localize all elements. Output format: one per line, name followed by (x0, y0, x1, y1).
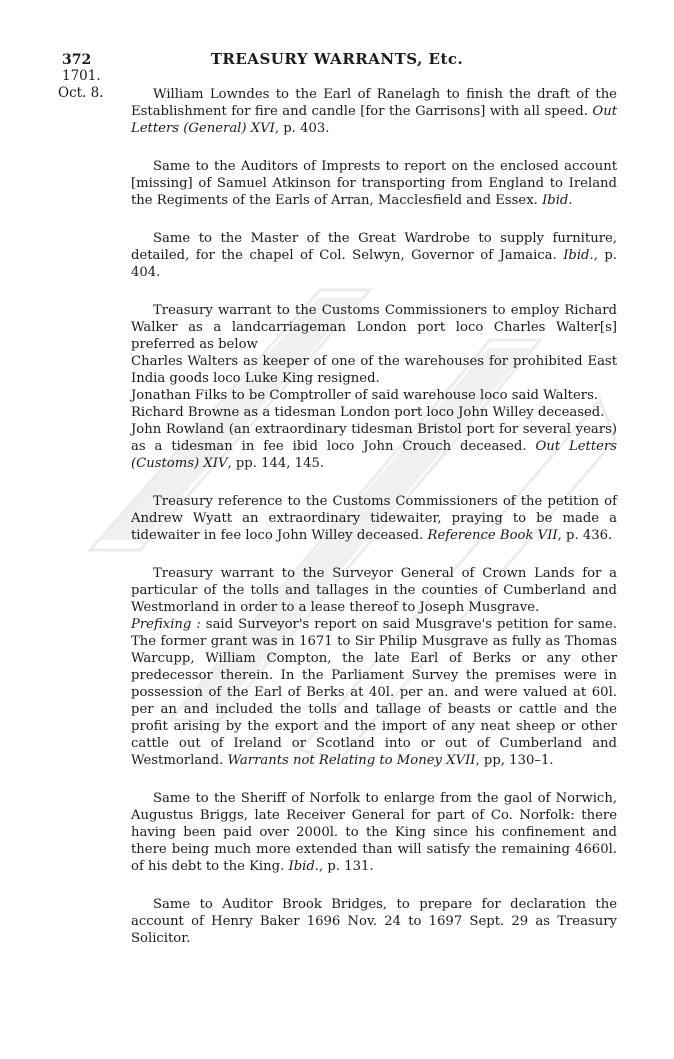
entry-subparagraph: Jonathan Filks to be Comptroller of said warehouse loco said Walters. (131, 388, 599, 403)
entry-paragraph: Same to Auditor Brook Bridges, to prepare for declaration the account of Henry Baker 1696 Nov. 24 to 1697 Sept. 29 as Treasury Solicitor. (131, 897, 617, 946)
entry-6 (131, 565, 617, 769)
margin-date (58, 68, 104, 102)
entry-1 (131, 86, 617, 137)
entry-4 (131, 302, 617, 472)
running-head: TREASURY WARRANTS, Etc. (210, 50, 464, 68)
entry-subparagraph: Prefixing : said Surveyor's report on said Musgrave's petition for same. The former grant was in 1671 to Sir Philip Musgrave as fully as Thomas Warcupp, William Compton, the late Earl of Berks or any other predecessor therein. In the Parliament Survey the premises were in possession of the Earl of Berks at 40l. per an. and were valued at 60l. per an and included the tolls and tallage of beasts or cattle and the profit arising by the export and the import of any neat sheep or other cattle out of Ireland or Scotland into or out of Cumberland and Westmorland. Warrants not Relating to Money XVII, pp, 130–1. (131, 617, 617, 768)
entry-subparagraph: Richard Browne as a tidesman London port loco John Willey deceased. (131, 405, 605, 420)
entry-2 (131, 158, 617, 209)
entry-paragraph: William Lowndes to the Earl of Ranelagh to finish the draft of the Establishment for fire and candle [for the Garrisons] with all speed. Out Letters (General) XVI, p. 403. (131, 87, 617, 136)
page-number: 372 (62, 52, 92, 68)
entry-7 (131, 790, 617, 875)
margin-day: Oct. 8. (58, 85, 104, 101)
entries-column (131, 86, 617, 968)
entry-paragraph: Same to the Auditors of Imprests to report on the enclosed account [missing] of Samuel Atkinson for transporting from England to Ireland the Regiments of the Earls of Arran, Macclesfield and Essex. Ibid. (131, 159, 617, 208)
entry-8 (131, 896, 617, 947)
entry-paragraph: Treasury reference to the Customs Commissioners of the petition of Andrew Wyatt an extraordinary tidewaiter, praying to be made a tidewaiter in fee loco John Willey deceased. Reference Book VII, p. 436. (131, 494, 617, 543)
entry-3 (131, 230, 617, 281)
entry-paragraph: Same to the Master of the Great Wardrobe to supply furniture, detailed, for the chapel of Col. Selwyn, Governor of Jamaica. Ibid., p. 404. (131, 231, 617, 280)
entry-paragraph: Same to the Sheriff of Norfolk to enlarge from the gaol of Norwich, Augustus Briggs, late Receiver General for part of Co. Norfolk: there having been paid over 2000l. to the King since his confinement and there being much more extended than will satisfy the remaining 4660l. of his debt to the King. Ibid., p. 131. (131, 791, 617, 874)
margin-year: 1701. (62, 68, 101, 84)
entry-subparagraph: John Rowland (an extraordinary tidesman Bristol port for several years) as a tidesman in fee ibid loco John Crouch deceased. Out Letters (Customs) XIV, pp. 144, 145. (131, 422, 617, 471)
entry-paragraph: Treasury warrant to the Customs Commissioners to employ Richard Walker as a landcarriageman London port loco Charles Walter[s] preferred as below (131, 303, 617, 352)
entry-paragraph: Treasury warrant to the Surveyor General of Crown Lands for a particular of the tolls and tallages in the counties of Cumberland and Westmorland in order to a lease thereof to Joseph Musgrave. (131, 566, 617, 615)
entry-5 (131, 493, 617, 544)
entry-subparagraph: Charles Walters as keeper of one of the warehouses for prohibited East India goods loco Luke King resigned. (131, 354, 617, 386)
